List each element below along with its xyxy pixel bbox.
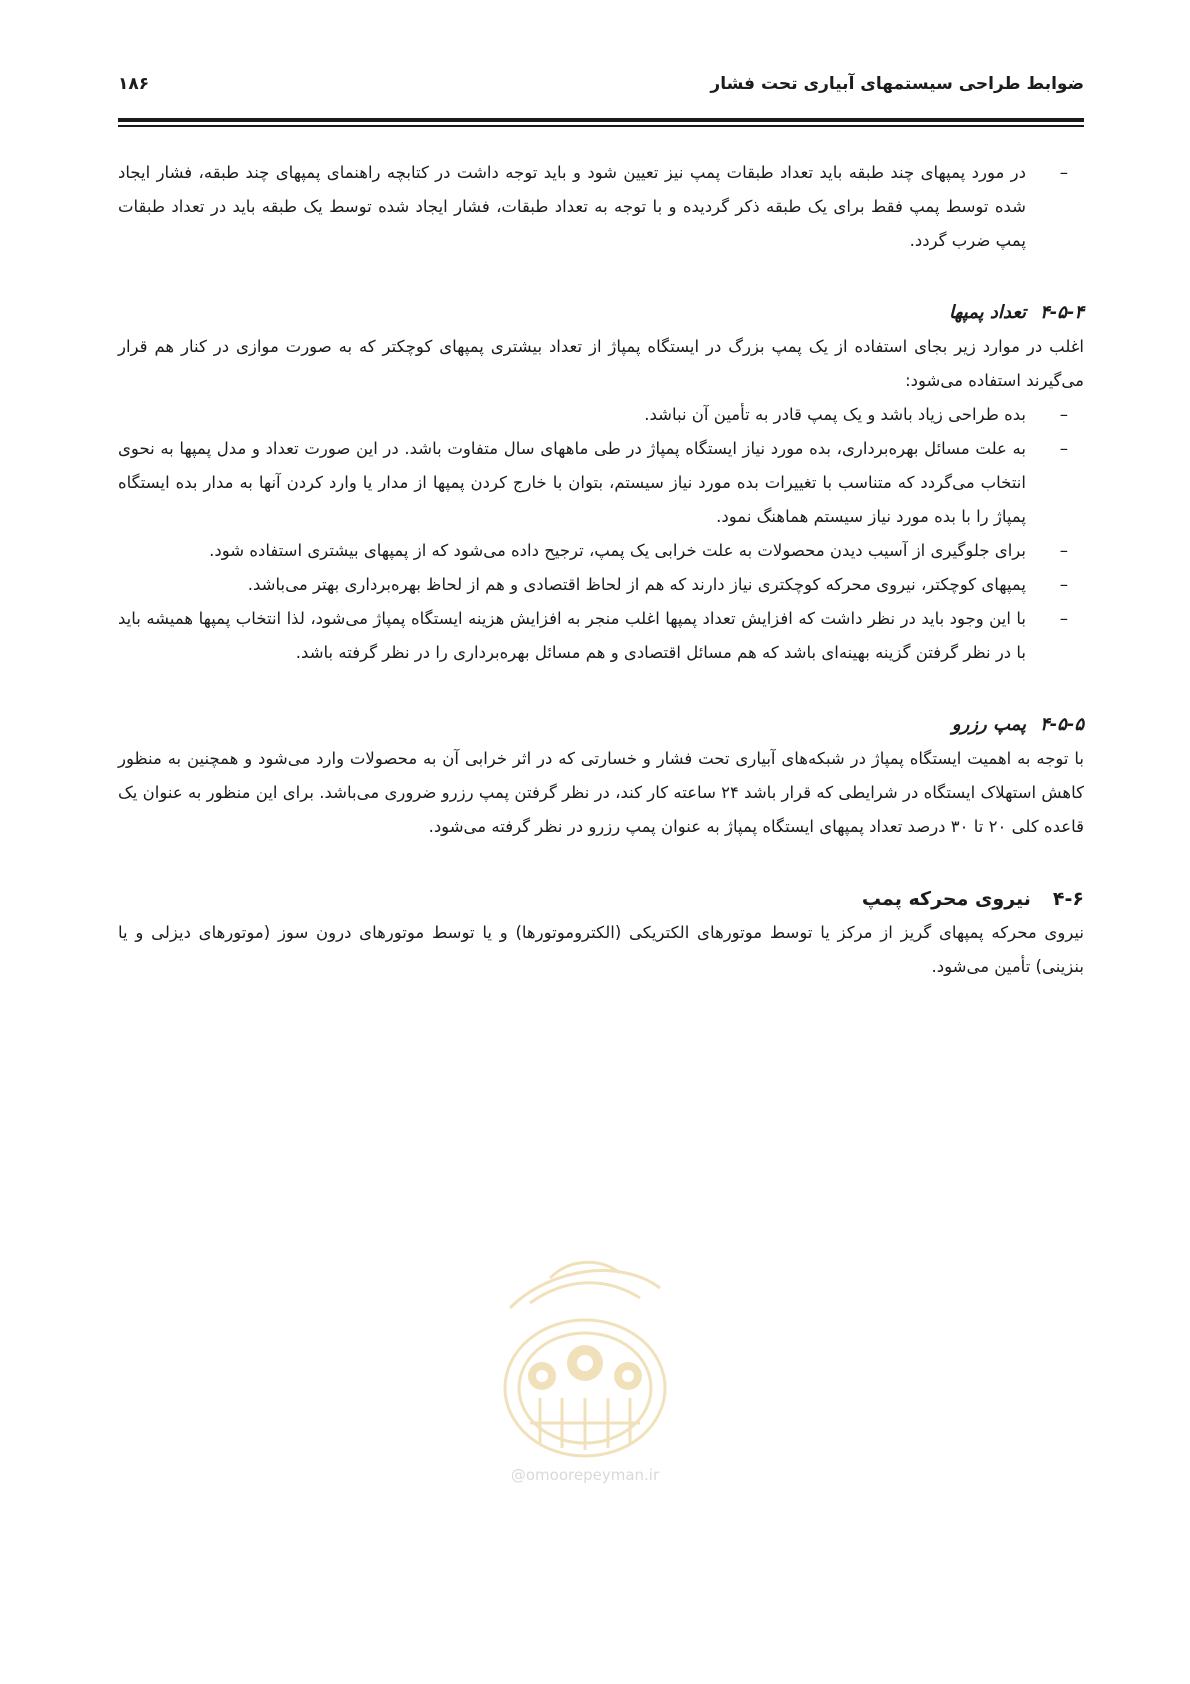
bullet-text: در مورد پمپهای چند طبقه باید تعداد طبقات پمپ نیز تعیین شود و باید توجه داشت در کتابچه راهنمای پمپهای چند طبقه، فشار ایجاد شده توسط پمپ فقط برای یک طبقه ذکر گردیده و با توجه به تعداد طبقات، فشار ایجاد شده توسط یک طبقه باید در تعداد طبقات پمپ ضرب گردد. <box>118 163 1026 250</box>
running-header <box>118 66 1084 106</box>
bullet-dash: – <box>1059 609 1068 628</box>
bullet-dash: – <box>1059 575 1068 594</box>
bullet-text: با این وجود باید در نظر داشت که افزایش تعداد پمپها اغلب منجر به افزایش هزینه ایستگاه پمپاژ می‌شود، لذا انتخاب پمپها همیشه باید با در نظر گرفتن گزینه بهینه‌ای باشد که هم مسائل اقتصادی و هم مسائل بهره‌برداری را در نظر گرفته باشد. <box>118 609 1026 662</box>
bullet-dash: – <box>1059 541 1068 560</box>
seal-icon <box>490 1248 680 1463</box>
list-item <box>118 432 1084 534</box>
bullet-dash: – <box>1059 163 1068 182</box>
page-body <box>118 156 1084 984</box>
section-body: نیروی محرکه پمپهای گریز از مرکز یا توسط موتورهای الکتریکی (الکتروموتورها) و یا توسط موتورهای درون سوز (موتورهای دیزلی و یا بنزینی) تأمین می‌شود. <box>118 923 1084 976</box>
watermark-site: @omoorepeyman.ir <box>510 1466 660 1484</box>
list-item <box>118 156 1084 258</box>
section-number: ۴-۵-۵ <box>1040 714 1084 735</box>
list-item <box>118 534 1084 568</box>
section-heading-4-6 <box>118 882 1084 916</box>
header-rule-thin <box>118 125 1084 127</box>
section-number: ۴-۵-۴ <box>1040 302 1084 323</box>
watermark-logo <box>490 1248 680 1498</box>
section-body: با توجه به اهمیت ایستگاه پمپاژ در شبکه‌های آبیاری تحت فشار و خسارتی که در اثر خرابی آن به محصولات وارد می‌شود و همچنین به منظور کاهش استهلاک ایستگاه در شرایطی که قرار باشد ۲۴ ساعته کار کند، در نظر گرفتن پمپ رزرو ضروری می‌باشد. برای این منظور به عنوان یک قاعده کلی ۲۰ تا ۳۰ درصد تعداد پمپهای ایستگاه پمپاژ به عنوان پمپ رزرو در نظر گرفته می‌شود. <box>118 749 1084 836</box>
list-item <box>118 568 1084 602</box>
bullet-text: بده طراحی زیاد باشد و یک پمپ قادر به تأمین آن نباشد. <box>644 405 1026 424</box>
bullet-text: پمپهای کوچکتر، نیروی محرکه کوچکتری نیاز دارند که هم از لحاظ اقتصادی و هم از لحاظ بهره‌برداری بهتر می‌باشد. <box>247 575 1026 594</box>
bullet-text: برای جلوگیری از آسیب دیدن محصولات به علت خرابی یک پمپ، ترجیح داده می‌شود که از پمپهای بیشتری استفاده شود. <box>209 541 1026 560</box>
list-item <box>118 398 1084 432</box>
section-heading-4-5-4 <box>118 296 1084 330</box>
section-intro: اغلب در موارد زیر بجای استفاده از یک پمپ بزرگ در ایستگاه پمپاژ از تعداد بیشتری پمپهای کوچکتر که به صورت موازی در کنار هم قرار می‌گیرند استفاده می‌شود: <box>118 337 1084 390</box>
bullet-dash: – <box>1059 439 1068 458</box>
page-number: ۱۸۶ <box>118 74 150 94</box>
section-title: تعداد پمپها <box>948 302 1027 323</box>
book-title: ضوابط طراحی سیستمهای آبیاری تحت فشار <box>710 74 1084 94</box>
section-number: ۴-۶ <box>1052 888 1084 910</box>
bullet-text: به علت مسائل بهره‌برداری، بده مورد نیاز ایستگاه پمپاژ در طی ماههای سال متفاوت باشد. در این صورت تعداد و مدل پمپها به نحوی انتخاب می‌گردد که متناسب با تغییرات بده مورد نیاز سیستم، بتوان با خارج کردن پمپها از مدار یا وارد کردن آنها به مدار بده ایستگاه پمپاژ را با بده مورد نیاز سیستم هماهنگ نمود. <box>118 439 1026 526</box>
section-title: پمپ رزرو <box>951 714 1027 735</box>
section-title: نیروی محرکه پمپ <box>861 888 1031 910</box>
bullet-dash: – <box>1059 405 1068 424</box>
section-heading-4-5-5 <box>118 708 1084 742</box>
list-item <box>118 602 1084 670</box>
header-rule-thick <box>118 118 1084 122</box>
